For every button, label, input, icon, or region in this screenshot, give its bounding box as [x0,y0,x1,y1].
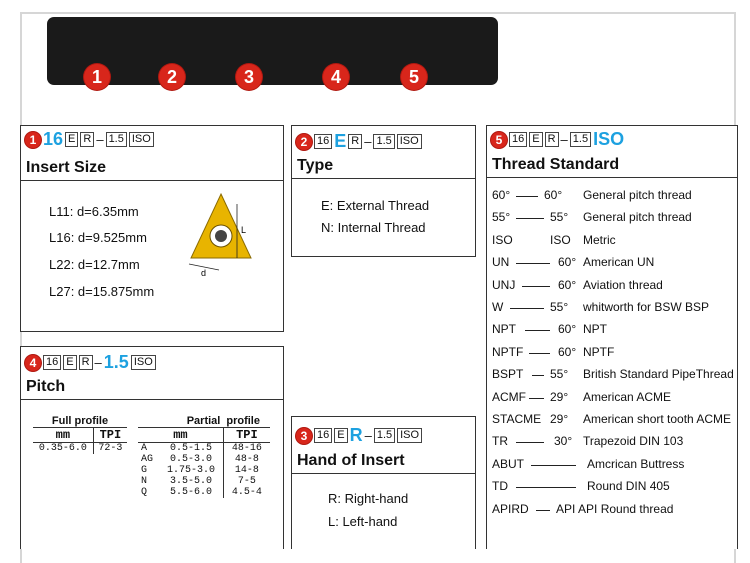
col-header: mm [173,428,188,442]
thread-description: Aviation thread [583,277,663,292]
col-header: mm [55,428,71,442]
code-size: 16 [43,129,64,149]
col-header: TPI [223,428,270,443]
badge-5-small: 5 [491,132,507,148]
badge-3-small: 3 [296,428,312,444]
table-cell: Q [141,487,148,498]
header-bar [47,17,498,85]
thread-standard-row [492,278,732,294]
code-e: E [334,131,347,151]
standard-code: STACME [492,412,542,426]
thread-angle: 60° [558,344,577,359]
leader-line [522,286,550,287]
badge-5: 5 [401,64,427,90]
thread-description: Round DIN 405 [587,479,670,494]
profile-title: profile [226,415,260,427]
pitch-card [20,346,284,549]
badge-4: 4 [323,64,349,90]
standard-code: W [492,300,504,314]
hand-item: R: Right-hand [328,491,409,506]
table-cell: 0.5-1.5 [170,443,213,454]
hand-card [291,416,476,549]
pitch-code [25,352,156,373]
divider [292,473,475,474]
thread-angle: 29° [550,389,569,404]
code-size: 16 [314,134,332,149]
thread-standard-row [492,255,732,271]
leader-line [531,465,576,466]
thread-angle: 60° [558,322,577,337]
thread-angle: 29° [550,412,569,426]
thread-standard-row [492,188,732,204]
table-cell: 1.75-3.0 [167,465,216,476]
table-cell: AG [141,454,154,465]
insert-diagram [179,186,269,276]
leader-line [536,510,550,511]
divider [487,177,737,178]
standard-code: APIRD [492,501,529,516]
thread-standard-row [492,434,732,450]
table-cell: G [141,465,148,476]
table-cell: 72-3 [93,443,127,455]
thread-angle: 55° [550,300,569,314]
leader-line [516,263,550,264]
leader-line [510,308,544,309]
leader-line [516,487,576,488]
code-pitch: 1.5 [570,132,591,147]
divider [21,399,283,400]
full-profile-table [33,415,127,454]
type-card [291,125,476,257]
type-item: E: External Thread [321,198,430,213]
thread-standard-card [486,125,738,549]
table-row [138,476,270,487]
thread-standard-row [492,345,732,361]
thread-angle: 30° [554,434,573,449]
leader-line [516,196,538,197]
card-title: Thread Standard [492,156,620,173]
insert-hole-core [215,230,227,242]
badge-2: 2 [159,64,185,90]
code-e: E [529,132,542,147]
thread-description: NPTF [583,344,615,359]
code-dash: – [94,355,102,370]
size-item: L22: d=12.7mm [49,257,140,272]
code-e: E [63,355,76,370]
table-row [138,454,270,465]
thread-description: whitworth for BSW BSP [583,300,710,314]
thread-standard-row [492,300,732,316]
standard-code: ACMF [492,389,526,404]
table-cell: 5.5-6.0 [170,487,213,498]
table-cell: 48-16 [223,443,270,455]
partial-profile-table [138,415,270,498]
leader-line [516,442,544,443]
code-dash: – [364,428,372,443]
badge-4-small: 4 [25,355,41,371]
partial-title: Partial [186,415,221,427]
code-r: R [545,132,559,147]
thread-description: General pitch thread [583,210,692,225]
standard-code: NPTF [492,344,524,359]
insert-size-code [25,129,154,150]
thread-description: American short tooth ACME [583,412,732,426]
insert-size-card [20,125,284,332]
table-cell: A [141,443,148,454]
badge-2-small: 2 [296,134,312,150]
code-size: 16 [314,428,332,443]
code-iso: ISO [593,129,625,149]
thread-standard-row [492,457,732,473]
code-pitch: 1.5 [103,352,129,372]
leader-line [529,353,550,354]
code-iso: ISO [131,355,156,370]
leader-line [516,218,544,219]
size-item: L16: d=9.525mm [49,230,147,245]
standard-code: TD [492,479,508,494]
type-code [296,131,422,152]
leader-line [529,398,544,399]
code-e: E [65,132,78,147]
table-row [138,487,270,498]
table-cell: 4.5-4 [223,487,270,498]
table-cell: 48-8 [223,454,270,465]
full-profile-title: Full profile [51,415,109,427]
hand-item: L: Left-hand [328,514,398,529]
code-dash: – [364,134,372,149]
thread-code [491,129,624,150]
code-r: R [349,425,363,445]
col-header: TPI [93,428,127,443]
thread-standard-row [492,210,732,226]
badge-1: 1 [84,64,110,90]
standard-code: 60° [492,188,511,202]
thread-standard-row [492,367,732,383]
code-pitch: 1.5 [373,134,394,149]
thread-description: British Standard PipeThread [583,367,734,382]
code-pitch: 1.5 [106,132,127,147]
table-row [138,443,270,455]
standard-code: ABUT [492,456,525,471]
code-iso: ISO [129,132,154,147]
thread-description: Metric [583,232,616,247]
code-dash: – [560,132,568,147]
standard-code: ISO [492,232,513,247]
badge-1-small: 1 [25,132,41,148]
table-cell: 0.5-3.0 [170,454,213,465]
size-item: L11: d=6.35mm [49,204,139,219]
divider [21,180,283,181]
thread-description: Amcrican Buttress [587,456,685,471]
standard-code: NPT [492,322,516,337]
thread-description: API API Round thread [556,501,674,516]
size-item: L27: d=15.875mm [49,284,155,299]
thread-angle: 55° [550,210,569,225]
code-size: 16 [509,132,527,147]
thread-standard-row [492,322,732,338]
code-pitch: 1.5 [374,428,395,443]
thread-angle: ISO [550,232,571,247]
standard-code: UN [492,255,510,270]
thread-angle: 60° [558,255,577,270]
code-r: R [79,355,93,370]
card-title: Pitch [26,378,66,395]
card-title: Type [297,157,334,174]
dim-label-l: L [241,225,247,235]
code-dash: – [96,132,104,147]
thread-angle: 60° [544,188,563,202]
standard-code: BSPT [492,367,524,382]
thread-standard-row [492,390,732,406]
table-cell: 3.5-5.0 [170,476,213,487]
code-r: R [80,132,94,147]
thread-description: American UN [583,255,655,270]
card-title: Hand of Insert [297,452,405,469]
leader-line [532,375,544,376]
table-row [138,465,270,476]
standard-code: 55° [492,210,511,225]
thread-description: Trapezoid DIN 103 [583,434,684,449]
table-cell: 7-5 [223,476,270,487]
dim-label-d: d [201,268,207,276]
table-cell: 14-8 [223,465,270,476]
divider [292,178,475,179]
standard-code: UNJ [492,277,516,292]
thread-description: NPT [583,322,607,337]
table-cell: 0.35-6.0 [38,443,87,454]
code-iso: ISO [397,428,422,443]
badge-3: 3 [236,64,262,90]
leader-line [525,330,550,331]
hand-code [296,425,422,446]
standard-code: TR [492,434,508,449]
thread-standard-row [492,479,732,495]
type-item: N: Internal Thread [321,220,426,235]
code-iso: ISO [397,134,422,149]
thread-angle: 55° [550,367,569,382]
table-cell: N [141,476,148,487]
card-title: Insert Size [26,159,107,176]
thread-angle: 60° [558,277,577,292]
thread-description: American ACME [583,389,672,404]
thread-standard-row [492,233,732,249]
code-e: E [334,428,347,443]
code-size: 16 [43,355,61,370]
thread-standard-row [492,412,732,428]
thread-description: General pitch thread [583,188,692,202]
code-r: R [348,134,362,149]
thread-standard-row [492,502,732,518]
